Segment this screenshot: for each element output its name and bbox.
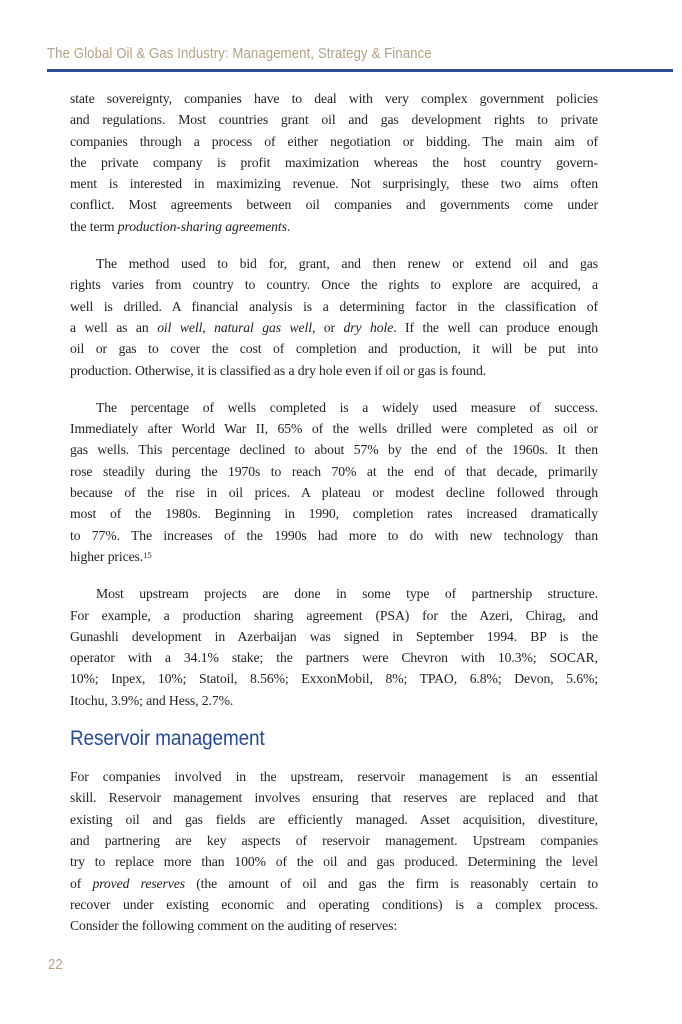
text-line: skill. Reservoir management involves ensuring that reserves are replaced and that (70, 790, 598, 806)
text-line: 10%; Inpex, 10%; Statoil, 8.56%; ExxonMobil, 8%; TPAO, 6.8%; Devon, 5.6%; (70, 671, 598, 687)
text-line: higher prices.$^{15}$ (70, 548, 152, 564)
text-line: oil or gas to cover the cost of completion and production, it will be put into (70, 341, 598, 357)
text-line: production. Otherwise, it is classified as a dry hole even if oil or gas is found. (70, 362, 487, 378)
text-line: Most upstream projects are done in some type of partnership structure. (96, 586, 598, 602)
page-number-container (48, 956, 65, 973)
paragraph (70, 88, 598, 237)
text-line: well is drilled. A financial analysis is a determining factor in the classification of (70, 298, 598, 314)
paragraph (70, 583, 598, 711)
text-line: Consider the following comment on the auditing of reserves: (70, 918, 398, 934)
text-line: and partnering are key aspects of reservoir management. Upstream companies (70, 832, 598, 848)
text-line: ment is interested in maximizing revenue. Not surprisingly, these two aims often (70, 176, 598, 192)
text-line: to 77%. The increases of the 1990s had more to do with new technology than (70, 527, 598, 543)
paragraph (70, 253, 598, 381)
text-line: For companies involved in the upstream, reservoir management is an essential (70, 769, 598, 785)
text-line: the term production-sharing agreements. (70, 218, 291, 234)
text-line: companies through a process of either negotiation or bidding. The main aim of (70, 133, 598, 149)
text-line: The percentage of wells completed is a widely used measure of success. (96, 399, 598, 415)
text-line: conflict. Most agreements between oil companies and governments come under (70, 197, 598, 213)
text-line: rose steadily during the 1970s to reach 70% at the end of that decade, primarily (70, 463, 598, 479)
text-line: rights varies from country to country. Once the rights to explore are acquired, a (70, 277, 598, 293)
text-line: Gunashli development in Azerbaijan was signed in September 1994. BP is the (70, 628, 598, 644)
running-header-title: The Global Oil & Gas Industry: Management, Strategy & Finance (47, 45, 432, 62)
text-line: The method used to bid for, grant, and then renew or extend oil and gas (96, 256, 598, 272)
text-line: of proved reserves (the amount of oil and gas the firm is reasonably certain to (70, 875, 598, 891)
text-column (70, 88, 598, 952)
text-line: operator with a 34.1% stake; the partners were Chevron with 10.3%; SOCAR, (70, 650, 598, 666)
paragraph (70, 397, 598, 567)
text-line: because of the rise in oil prices. A plateau or modest decline followed through (70, 485, 598, 501)
text-line: the private company is profit maximization whereas the host country govern- (70, 154, 598, 170)
section-heading (70, 727, 598, 751)
text-line: and regulations. Most countries grant oil and gas development rights to private (70, 112, 598, 128)
text-line: For example, a production sharing agreement (PSA) for the Azeri, Chirag, and (70, 607, 598, 623)
text-line: gas wells. This percentage declined to about 57% by the end of the 1960s. It then (70, 442, 598, 458)
header-rule (47, 69, 673, 72)
paragraph (70, 766, 598, 936)
text-line: a well as an oil well, natural gas well, or dry hole. If the well can produce enough (70, 319, 598, 335)
text-line: recover under existing economic and operating conditions) is a complex process. (70, 896, 598, 912)
text-line: Itochu, 3.9%; and Hess, 2.7%. (70, 692, 234, 708)
text-line: state sovereignty, companies have to deal with very complex government policies (70, 91, 598, 106)
page-number: 22 (48, 956, 63, 973)
section-heading-label: Reservoir management (70, 727, 265, 751)
text-line: existing oil and gas fields are efficiently managed. Asset acquisition, divestiture, (70, 811, 598, 827)
text-line: try to replace more than 100% of the oil and gas produced. Determining the level (70, 854, 598, 870)
running-header (47, 45, 484, 62)
text-line: most of the 1980s. Beginning in 1990, completion rates increased dramatically (70, 506, 598, 522)
text-line: Immediately after World War II, 65% of the wells drilled were completed as oil or (70, 421, 598, 437)
